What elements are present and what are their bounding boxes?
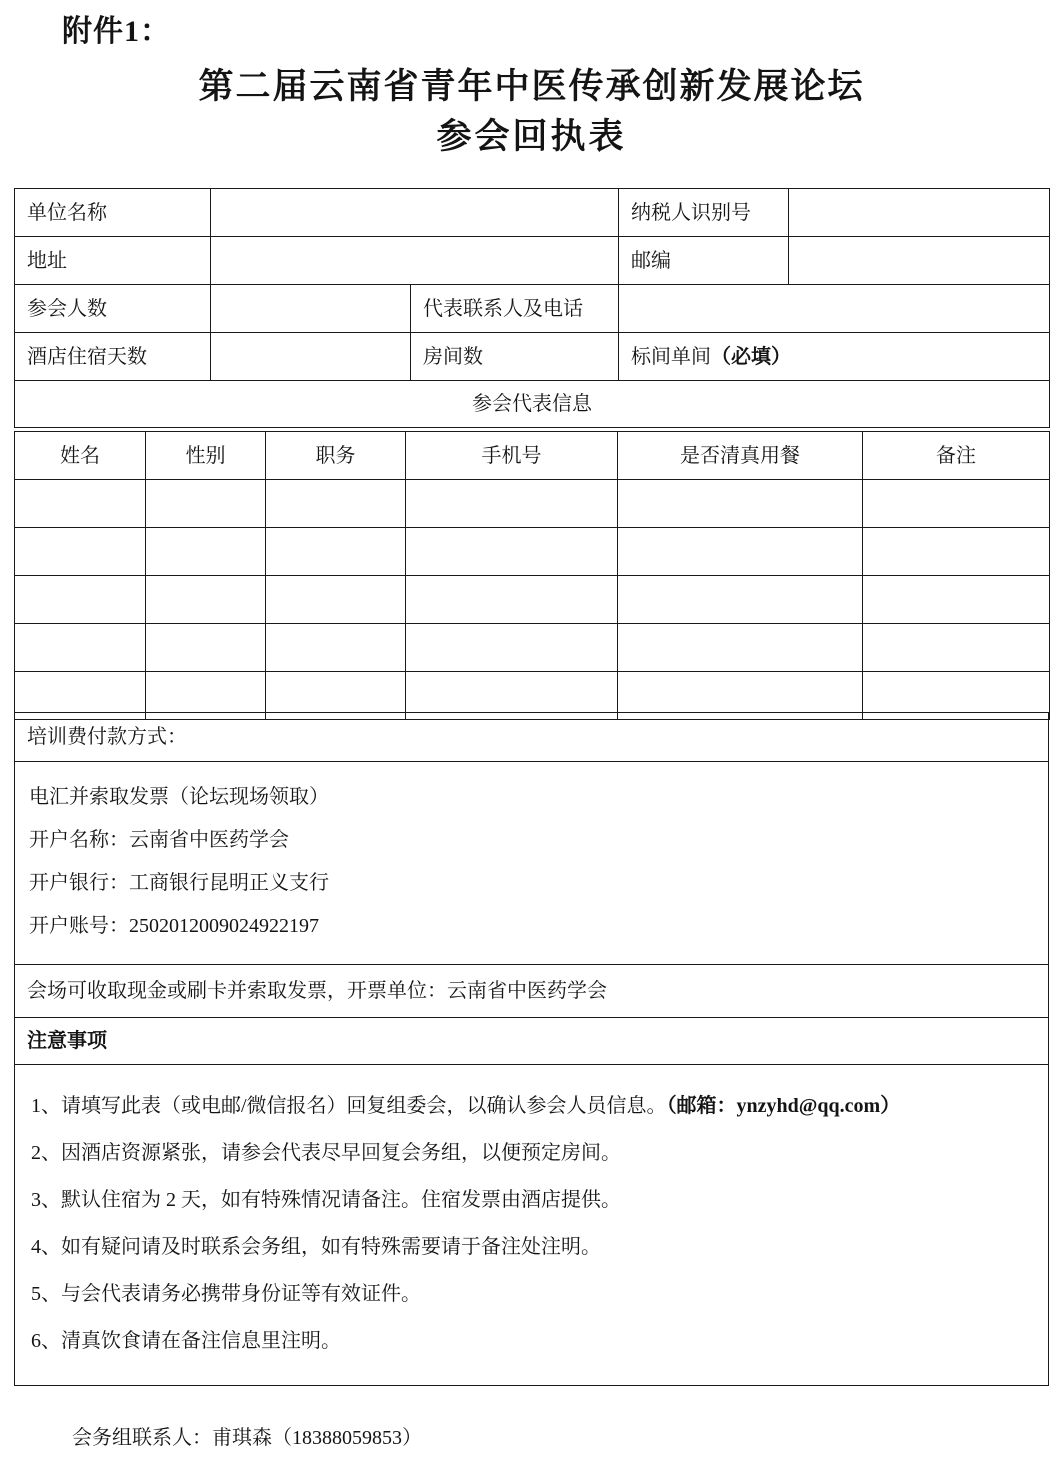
delegates-header-row (15, 432, 1050, 480)
notices-heading: 注意事项 (15, 1018, 1049, 1065)
cell-halal[interactable] (618, 624, 863, 672)
column-header-position: 职务 (266, 432, 406, 480)
column-header-name: 姓名 (15, 432, 146, 480)
payment-title-row (15, 713, 1049, 762)
cell-position[interactable] (266, 528, 406, 576)
field-attendee-count[interactable] (211, 285, 411, 333)
notices-heading-row (15, 1018, 1049, 1065)
cell-name[interactable] (15, 528, 146, 576)
onsite-payment-row (15, 965, 1049, 1018)
table-row (15, 576, 1050, 624)
payment-line-bank: 开户银行：工商银行昆明正义支行 (29, 872, 329, 894)
notice-item-1 (29, 1083, 1036, 1130)
cell-name[interactable] (15, 576, 146, 624)
field-address[interactable] (211, 237, 619, 285)
cell-position[interactable] (266, 624, 406, 672)
payment-details-row (15, 762, 1049, 965)
column-header-remark: 备注 (863, 432, 1050, 480)
table-row (15, 480, 1050, 528)
notice-item-2: 2、因酒店资源紧张，请参会代表尽早回复会务组，以便预定房间。 (31, 1142, 621, 1164)
label-attendee-count: 参会人数 (15, 285, 211, 333)
notice-item-6: 6、清真饮食请在备注信息里注明。 (31, 1330, 341, 1352)
column-header-halal: 是否清真用餐 (618, 432, 863, 480)
delegates-table (14, 431, 1050, 720)
label-hotel-nights: 酒店住宿天数 (15, 333, 211, 381)
receipt-form-table (14, 188, 1050, 428)
cell-gender[interactable] (146, 528, 266, 576)
cell-remark[interactable] (863, 576, 1050, 624)
cell-phone[interactable] (406, 480, 618, 528)
label-taxpayer-id: 纳税人识别号 (619, 189, 789, 237)
table-row (15, 528, 1050, 576)
label-postcode: 邮编 (619, 237, 789, 285)
notices-body-row (15, 1065, 1049, 1386)
label-room-type (619, 333, 1050, 381)
field-unit-name[interactable] (211, 189, 619, 237)
cell-position[interactable] (266, 576, 406, 624)
room-type-text: 标间单间 (631, 345, 711, 368)
cell-remark[interactable] (863, 480, 1050, 528)
cell-name[interactable] (15, 480, 146, 528)
cell-phone[interactable] (406, 528, 618, 576)
notice-item-5: 5、与会代表请务必携带身份证等有效证件。 (31, 1283, 421, 1305)
label-contact-person: 代表联系人及电话 (411, 285, 619, 333)
cell-halal[interactable] (618, 528, 863, 576)
page-title-line-1: 第二届云南省青年中医传承创新发展论坛 (198, 67, 865, 106)
column-header-gender: 性别 (146, 432, 266, 480)
field-hotel-nights[interactable] (211, 333, 411, 381)
field-taxpayer-id[interactable] (789, 189, 1050, 237)
cell-phone[interactable] (406, 576, 618, 624)
payment-and-notices-table (14, 712, 1049, 1386)
payment-line-account-number: 开户账号：2502012009024922197 (29, 915, 319, 937)
cell-gender[interactable] (146, 624, 266, 672)
document-title-block (0, 62, 1063, 161)
form-row-unit-name (15, 189, 1050, 237)
onsite-payment-note: 会场可收取现金或刷卡并索取发票，开票单位：云南省中医药学会 (15, 965, 1049, 1018)
label-address: 地址 (15, 237, 211, 285)
payment-line-transfer: 电汇并索取发票（论坛现场领取） (29, 786, 329, 808)
column-header-phone: 手机号 (406, 432, 618, 480)
cell-gender[interactable] (146, 480, 266, 528)
label-unit-name: 单位名称 (15, 189, 211, 237)
notice-item-4: 4、如有疑问请及时联系会务组，如有特殊需要请于备注处注明。 (31, 1236, 601, 1258)
footer-contact-line: 会务组联系人：甫琪森（18388059853） (72, 1427, 422, 1449)
payment-details-block (15, 762, 1049, 965)
notice-item-1-text: 1、请填写此表（或电邮/微信报名）回复组委会，以确认参会人员信息。 (31, 1095, 667, 1117)
label-room-count: 房间数 (411, 333, 619, 381)
cell-halal[interactable] (618, 480, 863, 528)
payment-line-account-name: 开户名称：云南省中医药学会 (29, 829, 289, 851)
delegates-section-title-row (15, 381, 1050, 428)
attachment-label: 附件1： (62, 15, 171, 48)
page-title-line-2: 参会回执表 (436, 116, 627, 156)
cell-gender[interactable] (146, 576, 266, 624)
table-row (15, 624, 1050, 672)
form-row-attendee-count (15, 285, 1050, 333)
form-row-hotel (15, 333, 1050, 381)
notices-list (15, 1065, 1049, 1386)
room-type-required-marker: （必填） (711, 345, 791, 368)
payment-method-title: 培训费付款方式： (15, 713, 1049, 762)
notice-item-1-email: （邮箱：ynzyhd@qq.com） (666, 1095, 901, 1117)
delegates-section-title: 参会代表信息 (15, 381, 1050, 428)
cell-phone[interactable] (406, 624, 618, 672)
field-postcode[interactable] (789, 237, 1050, 285)
cell-position[interactable] (266, 480, 406, 528)
cell-remark[interactable] (863, 624, 1050, 672)
field-contact-person[interactable] (619, 285, 1050, 333)
form-row-address (15, 237, 1050, 285)
cell-remark[interactable] (863, 528, 1050, 576)
notice-item-3: 3、默认住宿为 2 天，如有特殊情况请备注。住宿发票由酒店提供。 (31, 1189, 621, 1211)
cell-name[interactable] (15, 624, 146, 672)
cell-halal[interactable] (618, 576, 863, 624)
